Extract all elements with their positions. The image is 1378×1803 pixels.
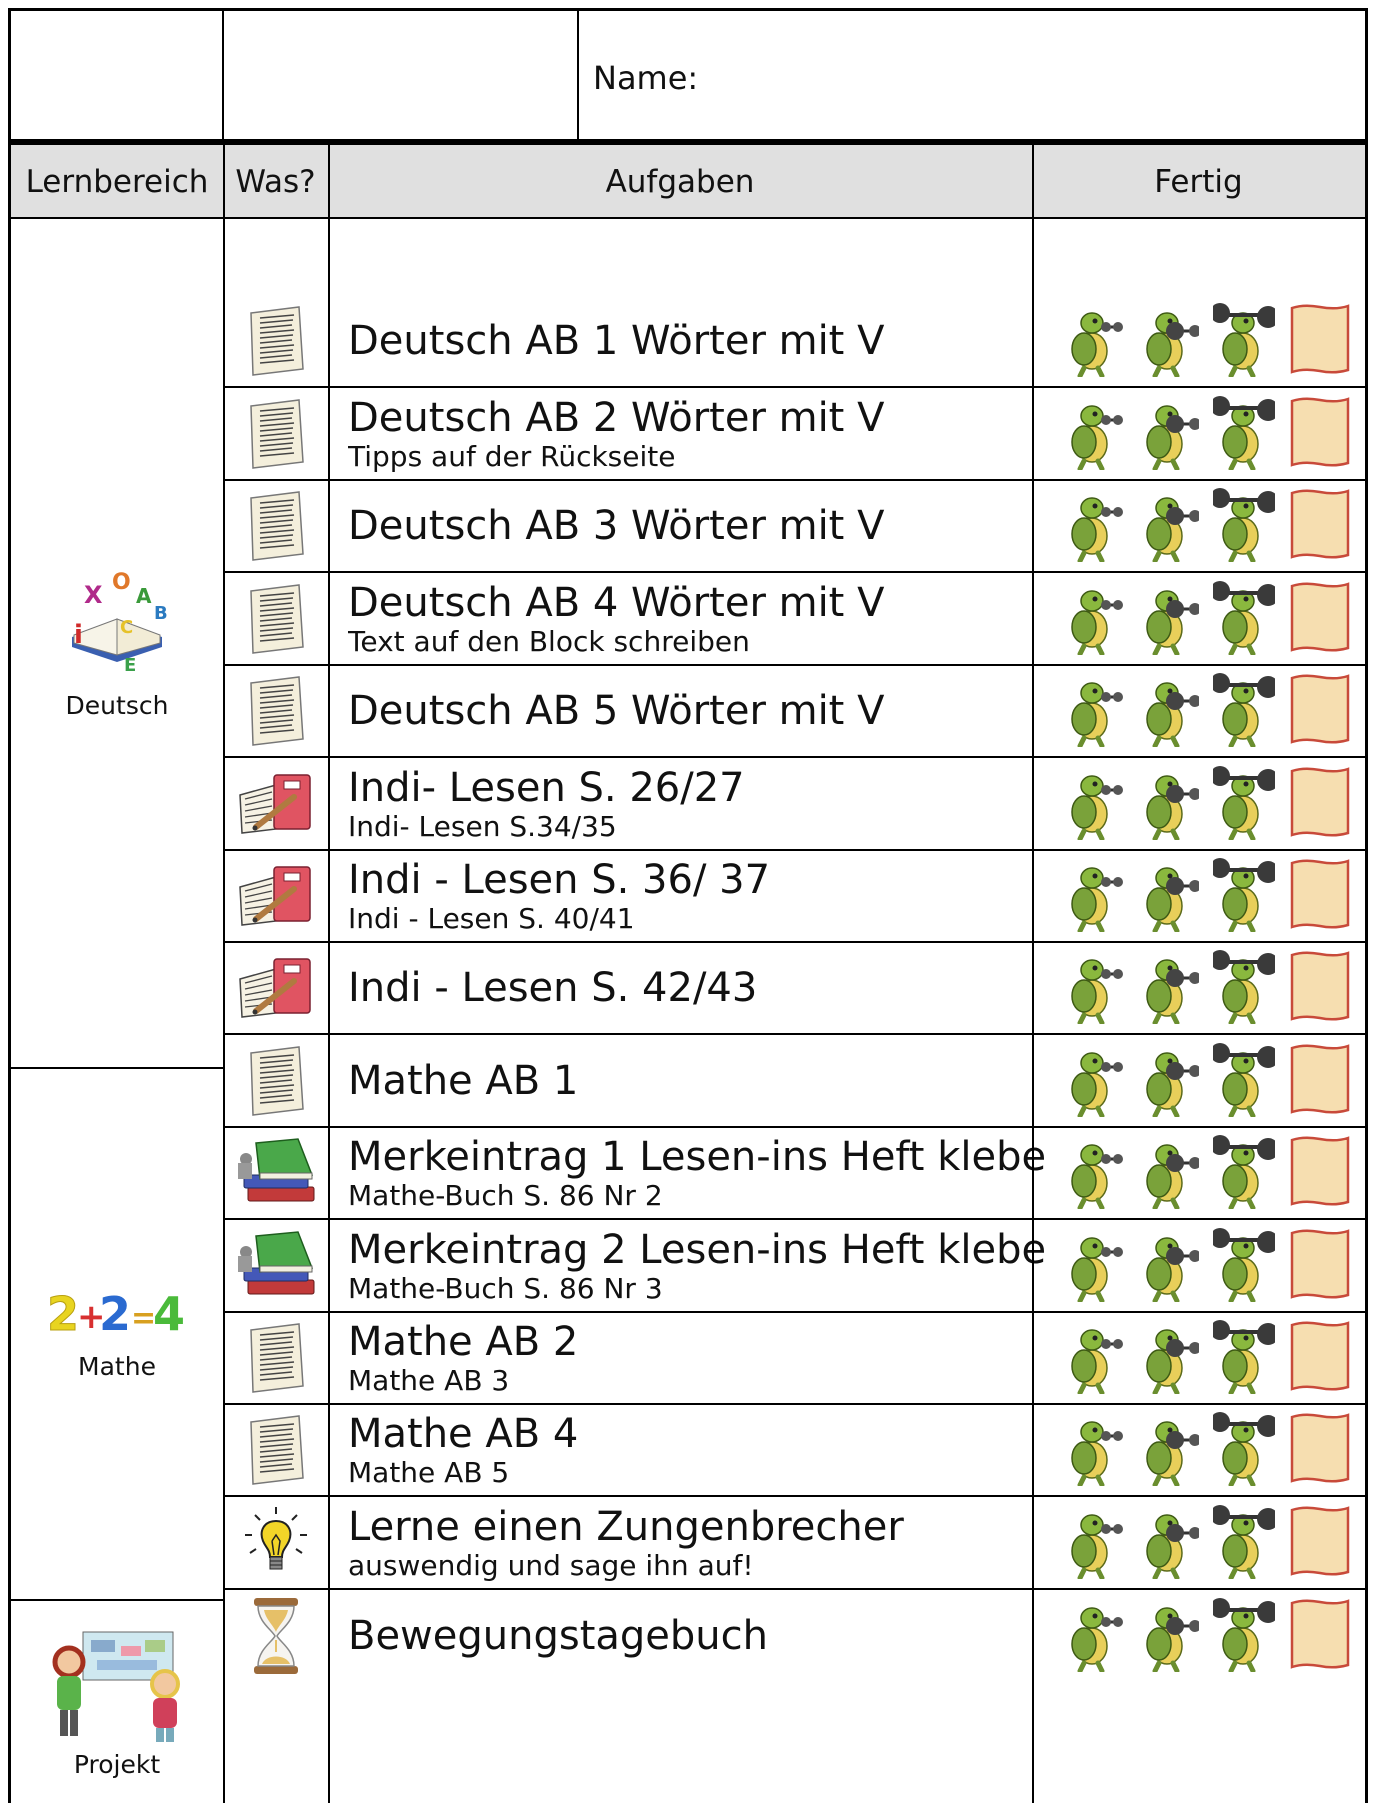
- task-title: Mathe AB 4: [348, 1411, 579, 1457]
- task-subtitle: Mathe AB 5: [348, 1456, 510, 1489]
- section-projekt: [11, 1601, 223, 1803]
- done-cell: [1049, 1313, 1365, 1403]
- task-subtitle: Mathe-Buch S. 86 Nr 2: [348, 1179, 663, 1212]
- task-row: [223, 1405, 1365, 1497]
- worksheet-icon: [223, 666, 328, 756]
- task-text: [348, 1590, 1048, 1682]
- parchment-checkbox-icon[interactable]: [1288, 1413, 1352, 1487]
- done-cell: [1049, 851, 1365, 941]
- task-row: [223, 481, 1365, 573]
- done-cell: [1049, 388, 1365, 479]
- section-deutsch: [11, 219, 223, 1069]
- turtle-barbell-icon: [1213, 764, 1275, 844]
- turtle-medium-dumbbell-icon: [1137, 948, 1199, 1028]
- task-text: [348, 1035, 1048, 1126]
- task-title: Deutsch AB 1 Wörter mit V: [348, 318, 885, 364]
- header-block: [8, 8, 1368, 142]
- task-row: [223, 1313, 1365, 1405]
- turtle-medium-dumbbell-icon: [1137, 486, 1199, 566]
- turtle-medium-dumbbell-icon: [1137, 856, 1199, 936]
- section-label: Deutsch: [65, 690, 169, 720]
- task-title: Deutsch AB 2 Wörter mit V: [348, 394, 885, 441]
- turtle-small-dumbbell-icon: [1062, 486, 1124, 566]
- turtle-small-dumbbell-icon: [1062, 301, 1124, 381]
- task-text: [348, 1405, 1048, 1495]
- task-row: [223, 943, 1365, 1035]
- notebook-pencil-icon: [223, 943, 328, 1033]
- task-row: [223, 1220, 1365, 1313]
- task-title: Deutsch AB 4 Wörter mit V: [348, 579, 885, 626]
- done-cell: [1049, 1128, 1365, 1218]
- parchment-checkbox-icon[interactable]: [1288, 951, 1352, 1025]
- done-cell: [1049, 758, 1365, 849]
- book-stack-icon: [223, 1220, 328, 1311]
- task-row: [223, 666, 1365, 758]
- task-text: [348, 1313, 1048, 1403]
- task-text: [348, 1128, 1048, 1218]
- task-text: [348, 296, 1048, 386]
- worksheet-icon: [223, 1405, 328, 1495]
- parchment-checkbox-icon[interactable]: [1288, 1229, 1352, 1303]
- children-poster-icon: [47, 1626, 187, 1744]
- parchment-checkbox-icon[interactable]: [1288, 304, 1352, 378]
- turtle-small-dumbbell-icon: [1062, 1226, 1124, 1306]
- task-text: [348, 666, 1048, 756]
- turtle-medium-dumbbell-icon: [1137, 1503, 1199, 1583]
- worksheet-icon: [223, 1313, 328, 1403]
- turtle-barbell-icon: [1213, 486, 1275, 566]
- task-subtitle: Tipps auf der Rückseite: [348, 439, 676, 473]
- task-title: Merkeintrag 2 Lesen-ins Heft klebe: [348, 1226, 1047, 1273]
- task-row: [223, 758, 1365, 851]
- turtle-medium-dumbbell-icon: [1137, 671, 1199, 751]
- done-cell: [1049, 943, 1365, 1033]
- abc-book-icon: [62, 567, 172, 677]
- turtle-medium-dumbbell-icon: [1137, 579, 1199, 659]
- notebook-pencil-icon: [223, 851, 328, 941]
- task-subtitle: Indi - Lesen S. 40/41: [348, 902, 635, 935]
- task-text: [348, 481, 1048, 571]
- turtle-medium-dumbbell-icon: [1137, 1226, 1199, 1306]
- done-cell: [1049, 1220, 1365, 1311]
- done-cell: [1049, 1035, 1365, 1126]
- task-row: [223, 388, 1365, 481]
- header-divider: [222, 11, 224, 139]
- done-cell: [1049, 666, 1365, 756]
- task-row: [223, 296, 1365, 388]
- turtle-small-dumbbell-icon: [1062, 1596, 1124, 1676]
- task-row: [223, 1035, 1365, 1128]
- task-row: [223, 1497, 1365, 1590]
- turtle-medium-dumbbell-icon: [1137, 1133, 1199, 1213]
- parchment-checkbox-icon[interactable]: [1288, 1044, 1352, 1118]
- svg-text:X: X: [84, 580, 103, 609]
- svg-text:i: i: [74, 619, 83, 650]
- section-label: Projekt: [73, 1749, 161, 1779]
- done-cell: [1049, 573, 1365, 664]
- column-header-what: Was?: [235, 164, 316, 200]
- turtle-medium-dumbbell-icon: [1137, 1318, 1199, 1398]
- task-title: Lerne einen Zungenbrecher: [348, 1503, 904, 1550]
- task-title: Deutsch AB 3 Wörter mit V: [348, 503, 885, 549]
- turtle-small-dumbbell-icon: [1062, 1041, 1124, 1121]
- task-subtitle: Mathe-Buch S. 86 Nr 3: [348, 1271, 663, 1305]
- parchment-checkbox-icon[interactable]: [1288, 582, 1352, 656]
- parchment-checkbox-icon[interactable]: [1288, 767, 1352, 841]
- task-title: Indi - Lesen S. 42/43: [348, 965, 758, 1011]
- task-text: [348, 388, 1048, 479]
- section-mathe: [11, 1069, 223, 1601]
- worksheet-icon: [223, 481, 328, 571]
- svg-text:2: 2: [47, 1287, 80, 1338]
- parchment-checkbox-icon[interactable]: [1288, 674, 1352, 748]
- done-cell: [1049, 481, 1365, 571]
- column-divider: [328, 142, 330, 1803]
- turtle-medium-dumbbell-icon: [1137, 1041, 1199, 1121]
- turtle-small-dumbbell-icon: [1062, 948, 1124, 1028]
- parchment-checkbox-icon[interactable]: [1288, 397, 1352, 471]
- done-cell: [1049, 296, 1365, 386]
- parchment-checkbox-icon[interactable]: [1288, 859, 1352, 933]
- turtle-barbell-icon: [1213, 301, 1275, 381]
- turtle-medium-dumbbell-icon: [1137, 764, 1199, 844]
- turtle-small-dumbbell-icon: [1062, 856, 1124, 936]
- math-equation-icon: [47, 1288, 187, 1338]
- turtle-small-dumbbell-icon: [1062, 671, 1124, 751]
- section-label: Mathe: [78, 1351, 156, 1381]
- column-divider: [223, 142, 225, 1803]
- column-header-row: [11, 142, 1365, 219]
- done-cell: [1049, 1405, 1365, 1495]
- task-subtitle: auswendig und sage ihn auf!: [348, 1548, 754, 1582]
- turtle-medium-dumbbell-icon: [1137, 301, 1199, 381]
- name-label: Name:: [593, 59, 699, 97]
- hourglass-icon: [223, 1590, 328, 1682]
- svg-text:E: E: [124, 654, 137, 676]
- worksheet-icon: [223, 1035, 328, 1126]
- column-header-area: Lernbereich: [25, 164, 209, 200]
- svg-text:O: O: [112, 569, 131, 595]
- turtle-barbell-icon: [1213, 394, 1275, 474]
- column-divider: [1032, 142, 1034, 1803]
- svg-text:2: 2: [99, 1287, 132, 1338]
- header-divider: [577, 11, 579, 139]
- svg-text:4: 4: [153, 1287, 186, 1338]
- column-header-done: Fertig: [1154, 164, 1243, 200]
- task-subtitle: Indi- Lesen S.34/35: [348, 809, 617, 843]
- turtle-small-dumbbell-icon: [1062, 1133, 1124, 1213]
- turtle-barbell-icon: [1213, 1503, 1275, 1583]
- turtle-small-dumbbell-icon: [1062, 1318, 1124, 1398]
- book-stack-icon: [223, 1128, 328, 1218]
- svg-text:=: =: [131, 1300, 157, 1336]
- turtle-barbell-icon: [1213, 1226, 1275, 1306]
- task-row: [223, 851, 1365, 943]
- worksheet-icon: [223, 573, 328, 664]
- parchment-checkbox-icon[interactable]: [1288, 1599, 1352, 1673]
- parchment-checkbox-icon[interactable]: [1288, 1321, 1352, 1395]
- task-title: Bewegungstagebuch: [348, 1613, 768, 1659]
- parchment-checkbox-icon[interactable]: [1288, 1136, 1352, 1210]
- worksheet-icon: [223, 388, 328, 479]
- turtle-small-dumbbell-icon: [1062, 579, 1124, 659]
- done-cell: [1049, 1590, 1365, 1682]
- svg-text:A: A: [136, 583, 152, 608]
- task-text: [348, 758, 1048, 849]
- turtle-barbell-icon: [1213, 1133, 1275, 1213]
- task-subtitle: Text auf den Block schreiben: [348, 624, 750, 658]
- turtle-small-dumbbell-icon: [1062, 394, 1124, 474]
- svg-text:+: +: [77, 1296, 106, 1337]
- task-row: [223, 1590, 1365, 1682]
- turtle-medium-dumbbell-icon: [1137, 1596, 1199, 1676]
- svg-text:C: C: [120, 616, 134, 638]
- task-text: [348, 1497, 1048, 1588]
- turtle-barbell-icon: [1213, 948, 1275, 1028]
- svg-text:B: B: [154, 602, 168, 624]
- parchment-checkbox-icon[interactable]: [1288, 489, 1352, 563]
- task-text: [348, 851, 1048, 941]
- turtle-barbell-icon: [1213, 1410, 1275, 1490]
- notebook-pencil-icon: [223, 758, 328, 849]
- task-title: Mathe AB 2: [348, 1319, 579, 1365]
- turtle-small-dumbbell-icon: [1062, 764, 1124, 844]
- turtle-barbell-icon: [1213, 1318, 1275, 1398]
- task-text: [348, 943, 1048, 1033]
- turtle-medium-dumbbell-icon: [1137, 394, 1199, 474]
- worksheet-icon: [223, 296, 328, 386]
- task-title: Indi- Lesen S. 26/27: [348, 764, 745, 811]
- task-title: Deutsch AB 5 Wörter mit V: [348, 688, 885, 734]
- task-title: Merkeintrag 1 Lesen-ins Heft klebe: [348, 1134, 1047, 1180]
- parchment-checkbox-icon[interactable]: [1288, 1506, 1352, 1580]
- task-subtitle: Mathe AB 3: [348, 1364, 510, 1397]
- turtle-barbell-icon: [1213, 1041, 1275, 1121]
- task-text: [348, 573, 1048, 664]
- turtle-small-dumbbell-icon: [1062, 1503, 1124, 1583]
- column-header-tasks: Aufgaben: [605, 164, 755, 200]
- turtle-medium-dumbbell-icon: [1137, 1410, 1199, 1490]
- task-row: [223, 573, 1365, 666]
- task-title: Indi - Lesen S. 36/ 37: [348, 857, 771, 903]
- turtle-barbell-icon: [1213, 579, 1275, 659]
- turtle-small-dumbbell-icon: [1062, 1410, 1124, 1490]
- done-cell: [1049, 1497, 1365, 1588]
- task-row: [223, 1128, 1365, 1220]
- turtle-barbell-icon: [1213, 856, 1275, 936]
- task-text: [348, 1220, 1048, 1311]
- turtle-barbell-icon: [1213, 1596, 1275, 1676]
- task-title: Mathe AB 1: [348, 1057, 579, 1104]
- turtle-barbell-icon: [1213, 671, 1275, 751]
- lightbulb-icon: [223, 1497, 328, 1588]
- task-table: [8, 142, 1368, 1803]
